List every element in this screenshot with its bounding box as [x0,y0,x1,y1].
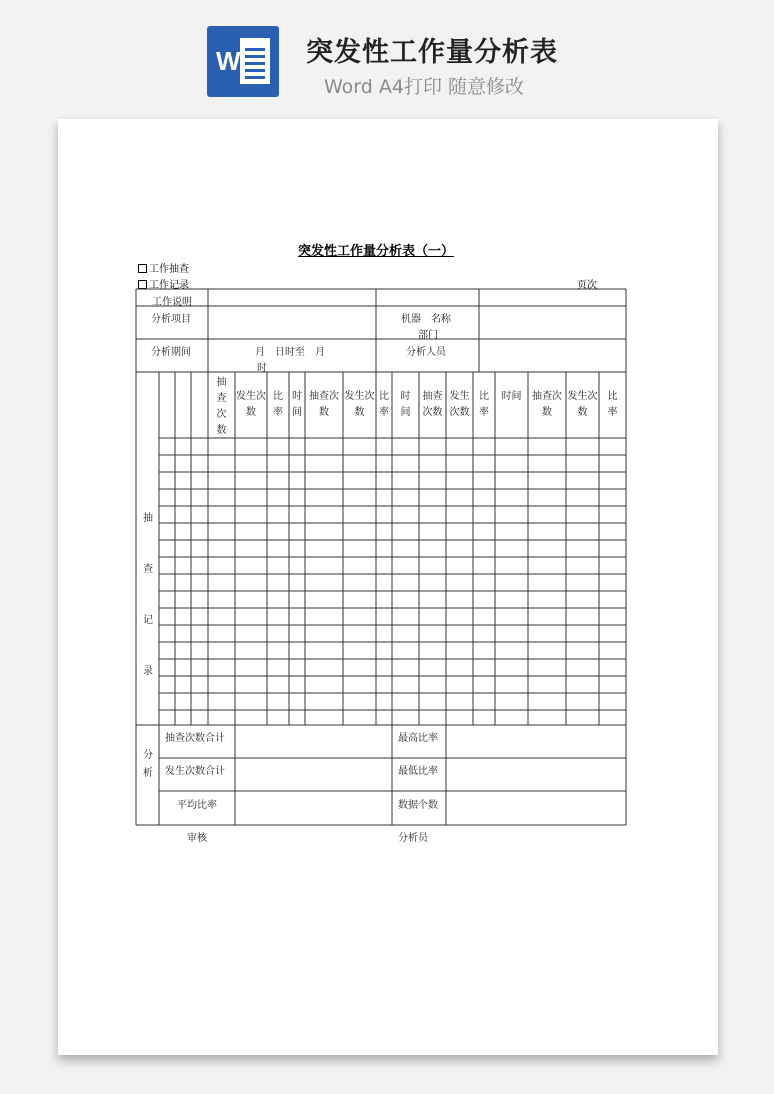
period-value: 月 日时至 月 [255,347,325,358]
col-header-sample-3: 抽查次数 [422,391,443,418]
col-header-sample-count: 抽 查 次 数 [216,377,227,436]
page-title: 突发性工作量分析表 [306,37,558,68]
side-label-record-2: 查 [143,564,153,575]
col-header-sample-4: 抽查次数 [532,391,562,418]
col-header-ratio-3: 比 率 [479,391,489,418]
data-count-label: 数据个数 [398,800,438,811]
col-header-occur-1: 发生次数 [236,391,266,418]
col-header-time-1: 时 间 [292,391,302,418]
col-header-ratio-1: 比 率 [273,391,283,418]
max-ratio-label: 最高比率 [398,733,438,744]
col-header-occur-2: 发生次数 [344,391,375,418]
col-header-occur-4: 发生次数 [567,391,598,418]
page-header [0,0,774,110]
side-label-record-3: 记 [143,615,153,626]
analyst-label: 分析员 [398,833,428,844]
analysis-item-label: 分析项目 [151,314,191,325]
side-label-record-1: 抽 [143,513,153,524]
col-header-time-2: 时 间 [400,391,411,418]
work-description-label: 工作说明 [152,297,192,308]
col-header-time-3: 时间 [501,391,522,402]
total-occur-label: 发生次数合计 [165,766,225,777]
col-header-ratio-2: 比 率 [379,391,389,418]
document-title: 突发性工作量分析表（一） [298,244,455,259]
period-value-hour: 时 [257,363,267,374]
machine-name-label: 机器 名称 [401,314,451,325]
analyst-person-label: 分析人员 [406,347,446,358]
word-doc-icon [207,26,279,97]
avg-ratio-label: 平均比率 [177,800,217,811]
total-sample-label: 抽查次数合计 [165,733,225,744]
option-work-record[interactable]: 工作记录 [138,276,189,291]
side-label-analysis-2: 析 [143,768,153,779]
logo-letter: W [216,46,241,76]
option-work-sampling[interactable]: 工作抽查 [138,260,189,275]
side-label-record-4: 录 [143,666,153,677]
page-subtitle: Word A4打印 随意修改 [324,76,525,98]
col-header-ratio-4: 比 率 [607,391,618,418]
col-header-sample-2: 抽查次数 [309,391,339,418]
page-number-label: 页次 [577,280,597,291]
form-grid [58,119,718,1055]
department-label: 部门 [418,330,438,341]
reviewer-label: 审核 [187,833,207,844]
document-sheet [58,119,718,1055]
col-header-occur-3: 发生次数 [449,391,470,418]
min-ratio-label: 最低比率 [398,766,438,777]
side-label-analysis-1: 分 [143,750,153,761]
analysis-period-label: 分析期间 [151,347,191,358]
